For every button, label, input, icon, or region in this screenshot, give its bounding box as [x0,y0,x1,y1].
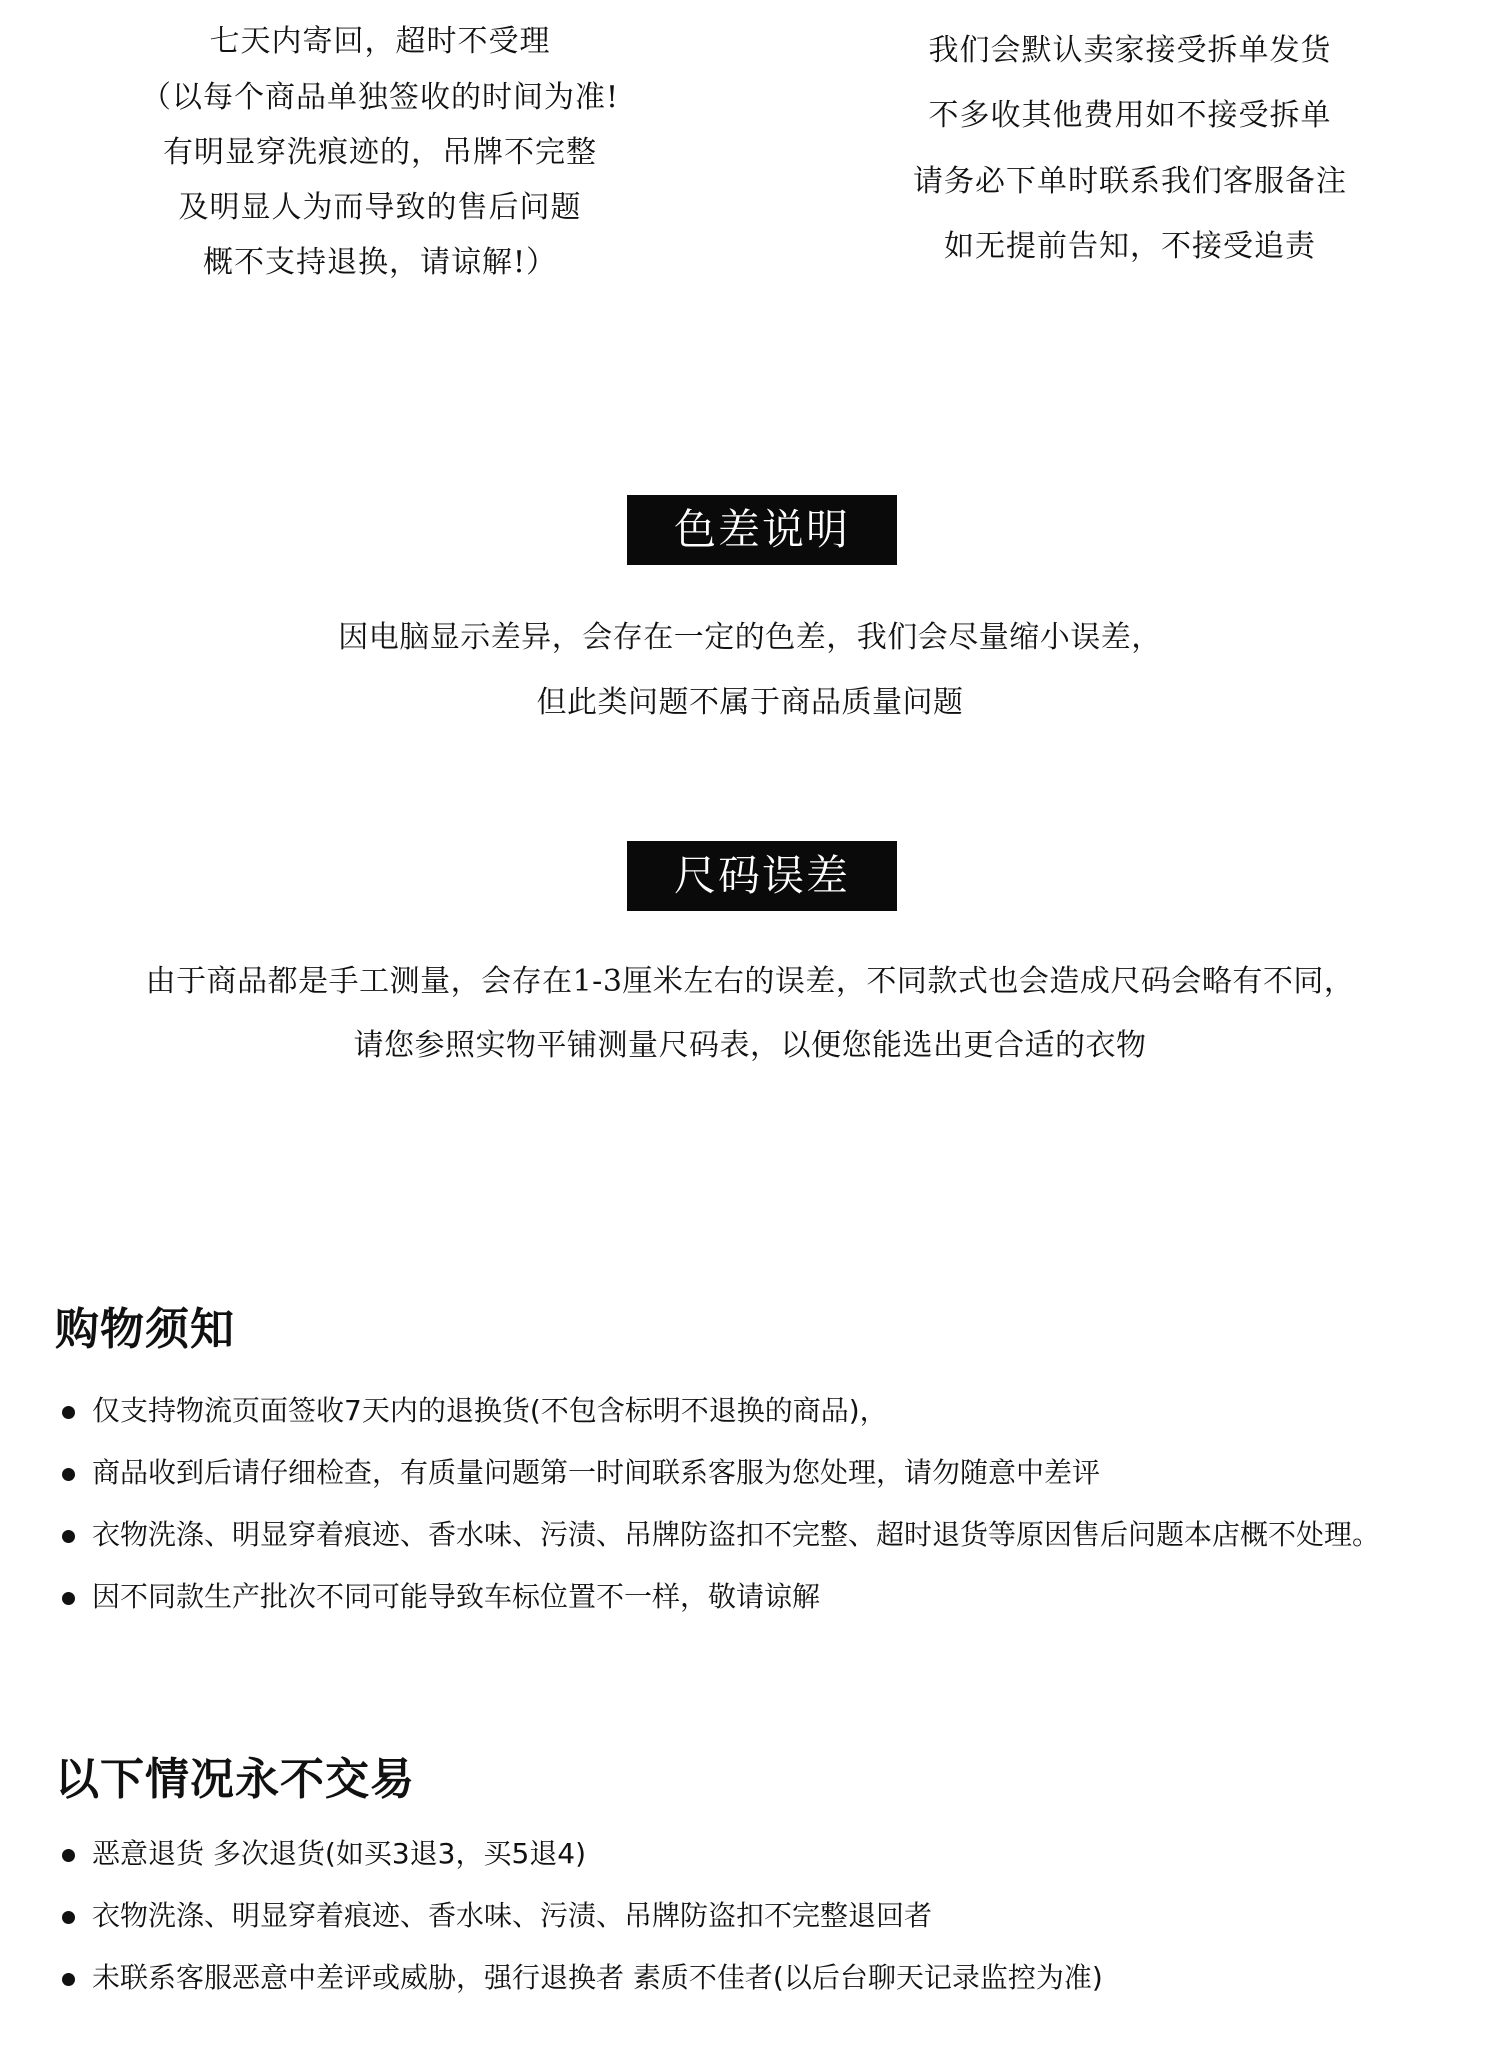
list-item [62,1823,1103,1885]
color-diff-label: 色差说明 [627,495,897,565]
bullet-icon [62,1406,75,1419]
color-diff-text: 因电脑显示差异，会存在一定的色差，我们会尽量缩小误差， [338,620,1162,655]
bullet-icon [62,1468,75,1481]
color-diff-text: 但此类问题不属于商品质量问题 [536,685,964,720]
shopping-notice-list [62,1380,1380,1628]
list-item [62,1885,1103,1947]
split-order-line: 我们会默认卖家接受拆单发货 [928,33,1332,68]
returns-line: （以每个商品单独签收的时间为准! [140,80,620,115]
split-order-line: 不多收其他费用如不接受拆单 [928,98,1332,133]
bullet-icon [62,1849,75,1862]
list-item-text: 商品收到后请仔细检查，有质量问题第一时间联系客服为您处理，请勿随意中差评 [92,1456,1101,1489]
list-item-text: 恶意退货 多次退货(如买3退3，买5退4) [92,1837,587,1870]
returns-line: 概不支持退换，请谅解!） [202,245,558,280]
list-item-text: 未联系客服恶意中差评或威胁，强行退换者 素质不佳者(以后台聊天记录监控为准) [92,1961,1103,1994]
never-trade-title: 以下情况永不交易 [55,1754,415,1805]
bullet-icon [62,1530,75,1543]
shopping-notice-title: 购物须知 [55,1304,235,1355]
list-item-text: 衣物洗涤、明显穿着痕迹、香水味、污渍、吊牌防盗扣不完整退回者 [92,1899,933,1932]
list-item-text: 因不同款生产批次不同可能导致车标位置不一样，敬请谅解 [92,1580,821,1613]
never-trade-list [62,1823,1103,2009]
bullet-icon [62,1911,75,1924]
split-order-line: 请务必下单时联系我们客服备注 [913,164,1347,199]
split-order-line: 如无提前告知，不接受追责 [944,229,1316,264]
returns-line: 及明显人为而导致的售后问题 [178,190,582,225]
bullet-icon [62,1973,75,1986]
size-error-text: 由于商品都是手工测量，会存在1-3厘米左右的误差，不同款式也会造成尺码会略有不同， [145,964,1355,999]
size-error-label: 尺码误差 [627,841,897,911]
list-item [62,1566,1380,1628]
list-item [62,1947,1103,2009]
returns-line: 有明显穿洗痕迹的，吊牌不完整 [163,135,597,170]
list-item [62,1442,1380,1504]
bullet-icon [62,1592,75,1605]
list-item-text: 仅支持物流页面签收7天内的退换货(不包含标明不退换的商品)， [92,1394,888,1427]
list-item [62,1504,1380,1566]
list-item-text: 衣物洗涤、明显穿着痕迹、香水味、污渍、吊牌防盗扣不完整、超时退货等原因售后问题本店概不处理。 [92,1518,1381,1551]
list-item [62,1380,1380,1442]
size-error-text: 请您参照实物平铺测量尺码表，以便您能选出更合适的衣物 [353,1028,1147,1063]
returns-line: 七天内寄回，超时不受理 [209,24,551,59]
